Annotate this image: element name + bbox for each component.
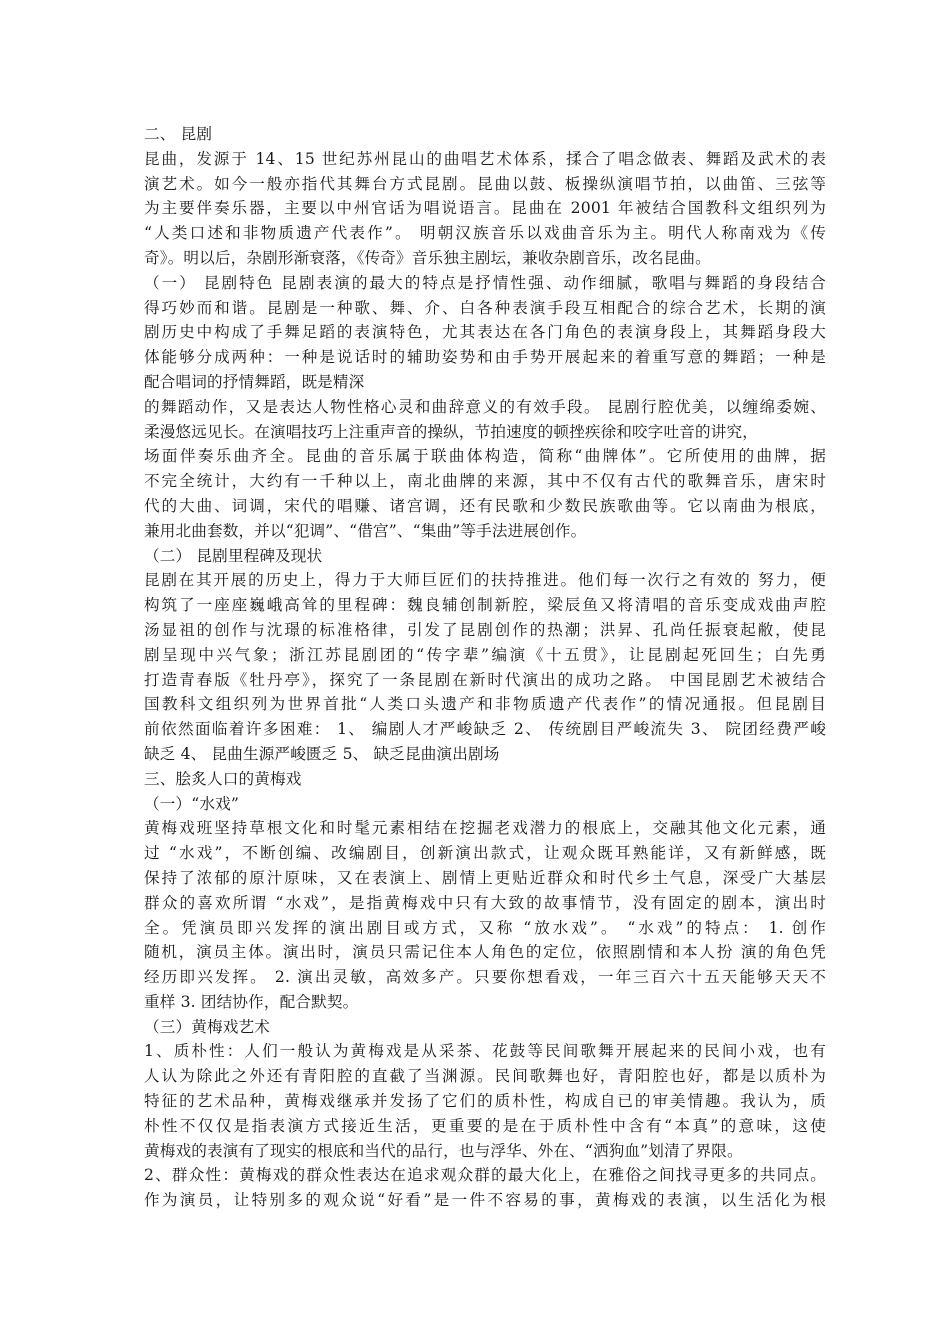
text-line: 昆剧在其开展的历史上，得力于大师巨匠们的扶持推进。他们每一次行之有效的 努力，便 — [144, 571, 826, 590]
text-line: 随机，演员主体。演出时，演员只需记住本人角色的定位，依照剧情和本人扮 演的角色凭 — [144, 943, 826, 962]
text-line: 国教科文组织列为世界首批“人类口头遗产和非物质遗产代表作”的情况通报。但昆剧目 — [144, 695, 826, 714]
text-line: （一）“水戏” — [144, 794, 239, 813]
text-line: 剧历史中构成了手舞足蹈的表演特色，尤其表达在各门角色的表演身段上，其舞蹈身段大 — [144, 323, 826, 342]
text-line: 2、群众性：黄梅戏的群众性表达在追求观众群的最大化上，在雅俗之间找寻更多的共同点。 — [144, 1166, 826, 1185]
text-line: 兼用北曲套数，并以“犯调”、“借宫”、“集曲”等手法进展创作。 — [144, 521, 587, 540]
text-line: （二） 昆剧里程碑及现状 — [144, 546, 323, 565]
text-line: 打造青春版《牡丹亭》，探究了一条昆剧在新时代演出的成功之路。 中国昆剧艺术被结合 — [144, 670, 826, 689]
document-page — [144, 122, 826, 1213]
text-line: 得巧妙而和谐。昆剧是一种歌、舞、介、白各种表演手段互相配合的综合艺术，长期的演 — [144, 298, 826, 317]
text-line: （一） 昆剧特色 昆剧表演的最大的特点是抒情性强、动作细腻，歌唱与舞蹈的身段结合 — [144, 273, 826, 292]
text-line: 过 “水戏”，不断创编、改编剧目，创新演出款式，让观众既耳熟能详，又有新鲜感，既 — [144, 844, 826, 863]
text-line: 体能够分成两种：一种是说话时的辅助姿势和由手势开展起来的着重写意的舞蹈；一种是 — [144, 348, 826, 367]
text-line: 不完全统计，大约有一千种以上，南北曲牌的来源，其中不仅有古代的歌舞音乐，唐宋时 — [144, 472, 826, 491]
text-line: 特征的艺术品种，黄梅戏继承并发扬了它们的质朴性，构成自已的审美情趣。我认为，质 — [144, 1092, 826, 1111]
text-line: （三）黄梅戏艺术 — [144, 1017, 270, 1036]
text-line: 保持了浓郁的原汁原味，又在表演上、剧情上更贴近群众和时代乡土气息，深受广大基层 — [144, 868, 826, 887]
text-line: 演艺术。如今一般亦指代其舞台方式昆剧。昆曲以鼓、板操纵演唱节拍，以曲笛、三弦等 — [144, 174, 826, 193]
text-line: 汤显祖的创作与沈璟的标准格律，引发了昆剧创作的热潮；洪昇、孔尚任振衰起敝，使昆 — [144, 620, 826, 639]
text-line: 配合唱词的抒情舞蹈，既是精深 — [144, 372, 365, 391]
text-line: 1、质朴性：人们一般认为黄梅戏是从采茶、花鼓等民间歌舞开展起来的民间小戏，也有 — [144, 1042, 826, 1061]
text-line: 代的大曲、词调，宋代的唱赚、诸宫调，还有民歌和少数民族歌曲等。它以南曲为根底， — [144, 496, 826, 515]
text-line: 奇》。明以后，杂剧形渐衰落，《传奇》音乐独主剧坛，兼收杂剧音乐，改名昆曲。 — [144, 248, 711, 267]
text-line: 场面伴奏乐曲齐全。昆曲的音乐属于联曲体构造，简称“曲牌体”。它所使用的曲牌，据 — [144, 447, 826, 466]
text-line: 群众的喜欢所谓 “水戏”，是指黄梅戏中只有大致的故事情节，没有固定的剧本，演出时 — [144, 893, 826, 912]
text-line: 三、脍炙人口的黄梅戏 — [144, 769, 302, 788]
text-line: 剧呈现中兴气象；浙江苏昆剧团的“传字辈”编演《十五贯》，让昆剧起死回生；白先勇 — [144, 645, 826, 664]
text-line: 柔漫悠远见长。在演唱技巧上注重声音的操纵，节拍速度的顿挫疾徐和咬字吐音的讲究， — [144, 422, 759, 441]
text-line: 黄梅戏班坚持草根文化和时髦元素相结在挖掘老戏潜力的根底上，交融其他文化元素，通 — [144, 819, 826, 838]
text-line: 黄梅戏的表演有了现实的根底和当代的品行，也与浮华、外在、“洒狗血”划清了界限。 — [144, 1141, 743, 1160]
text-line: 昆曲，发源于 14、15 世纪苏州昆山的曲唱艺术体系，揉合了唱念做表、舞蹈及武术的表 — [144, 149, 826, 168]
text-line: 二、 昆剧 — [144, 125, 213, 143]
text-line: 全。凭演员即兴发挥的演出剧目或方式，又称 “放水戏”。 “水戏”的特点： 1. 创作 — [144, 918, 826, 937]
text-line: 缺乏 4、 昆曲生源严峻匮乏 5、 缺乏昆曲演出剧场 — [144, 744, 500, 763]
text-line: 人认为除此之外还有青阳腔的直截了当渊源。民间歌舞也好，青阳腔也好，都是以质朴为 — [144, 1067, 826, 1086]
text-line: “人类口述和非物质遗产代表作”。 明朝汉族音乐以戏曲音乐为主。明代人称南戏为《传 — [144, 224, 826, 243]
text-line: 朴性不仅仅是指表演方式接近生活，更重要的是在于质朴性中含有“本真”的意味，这使 — [144, 1116, 826, 1135]
text-line: 的舞蹈动作，又是表达人物性格心灵和曲辞意义的有效手段。 昆剧行腔优美，以缠绵委婉、 — [144, 397, 826, 416]
text-line: 经历即兴发挥。 2. 演出灵敏，高效多产。只要你想看戏，一年三百六十五天能够天天不 — [144, 968, 826, 987]
text-line: 重样 3. 团结协作，配合默契。 — [144, 992, 359, 1011]
text-line: 作为演员，让特别多的观众说“好看”是一件不容易的事，黄梅戏的表演，以生活化为根 — [144, 1191, 826, 1210]
text-line: 为主要伴奏乐器，主要以中州官话为唱说语言。昆曲在 2001 年被结合国教科文组织列为 — [144, 199, 826, 218]
text-line: 前依然面临着许多困难： 1、 编剧人才严峻缺乏 2、 传统剧目严峻流失 3、 院团经费严峻 — [144, 720, 826, 739]
text-line: 构筑了一座座巍峨高耸的里程碑：魏良辅创制新腔，梁辰鱼又将清唱的音乐变成戏曲声腔 — [144, 596, 826, 615]
